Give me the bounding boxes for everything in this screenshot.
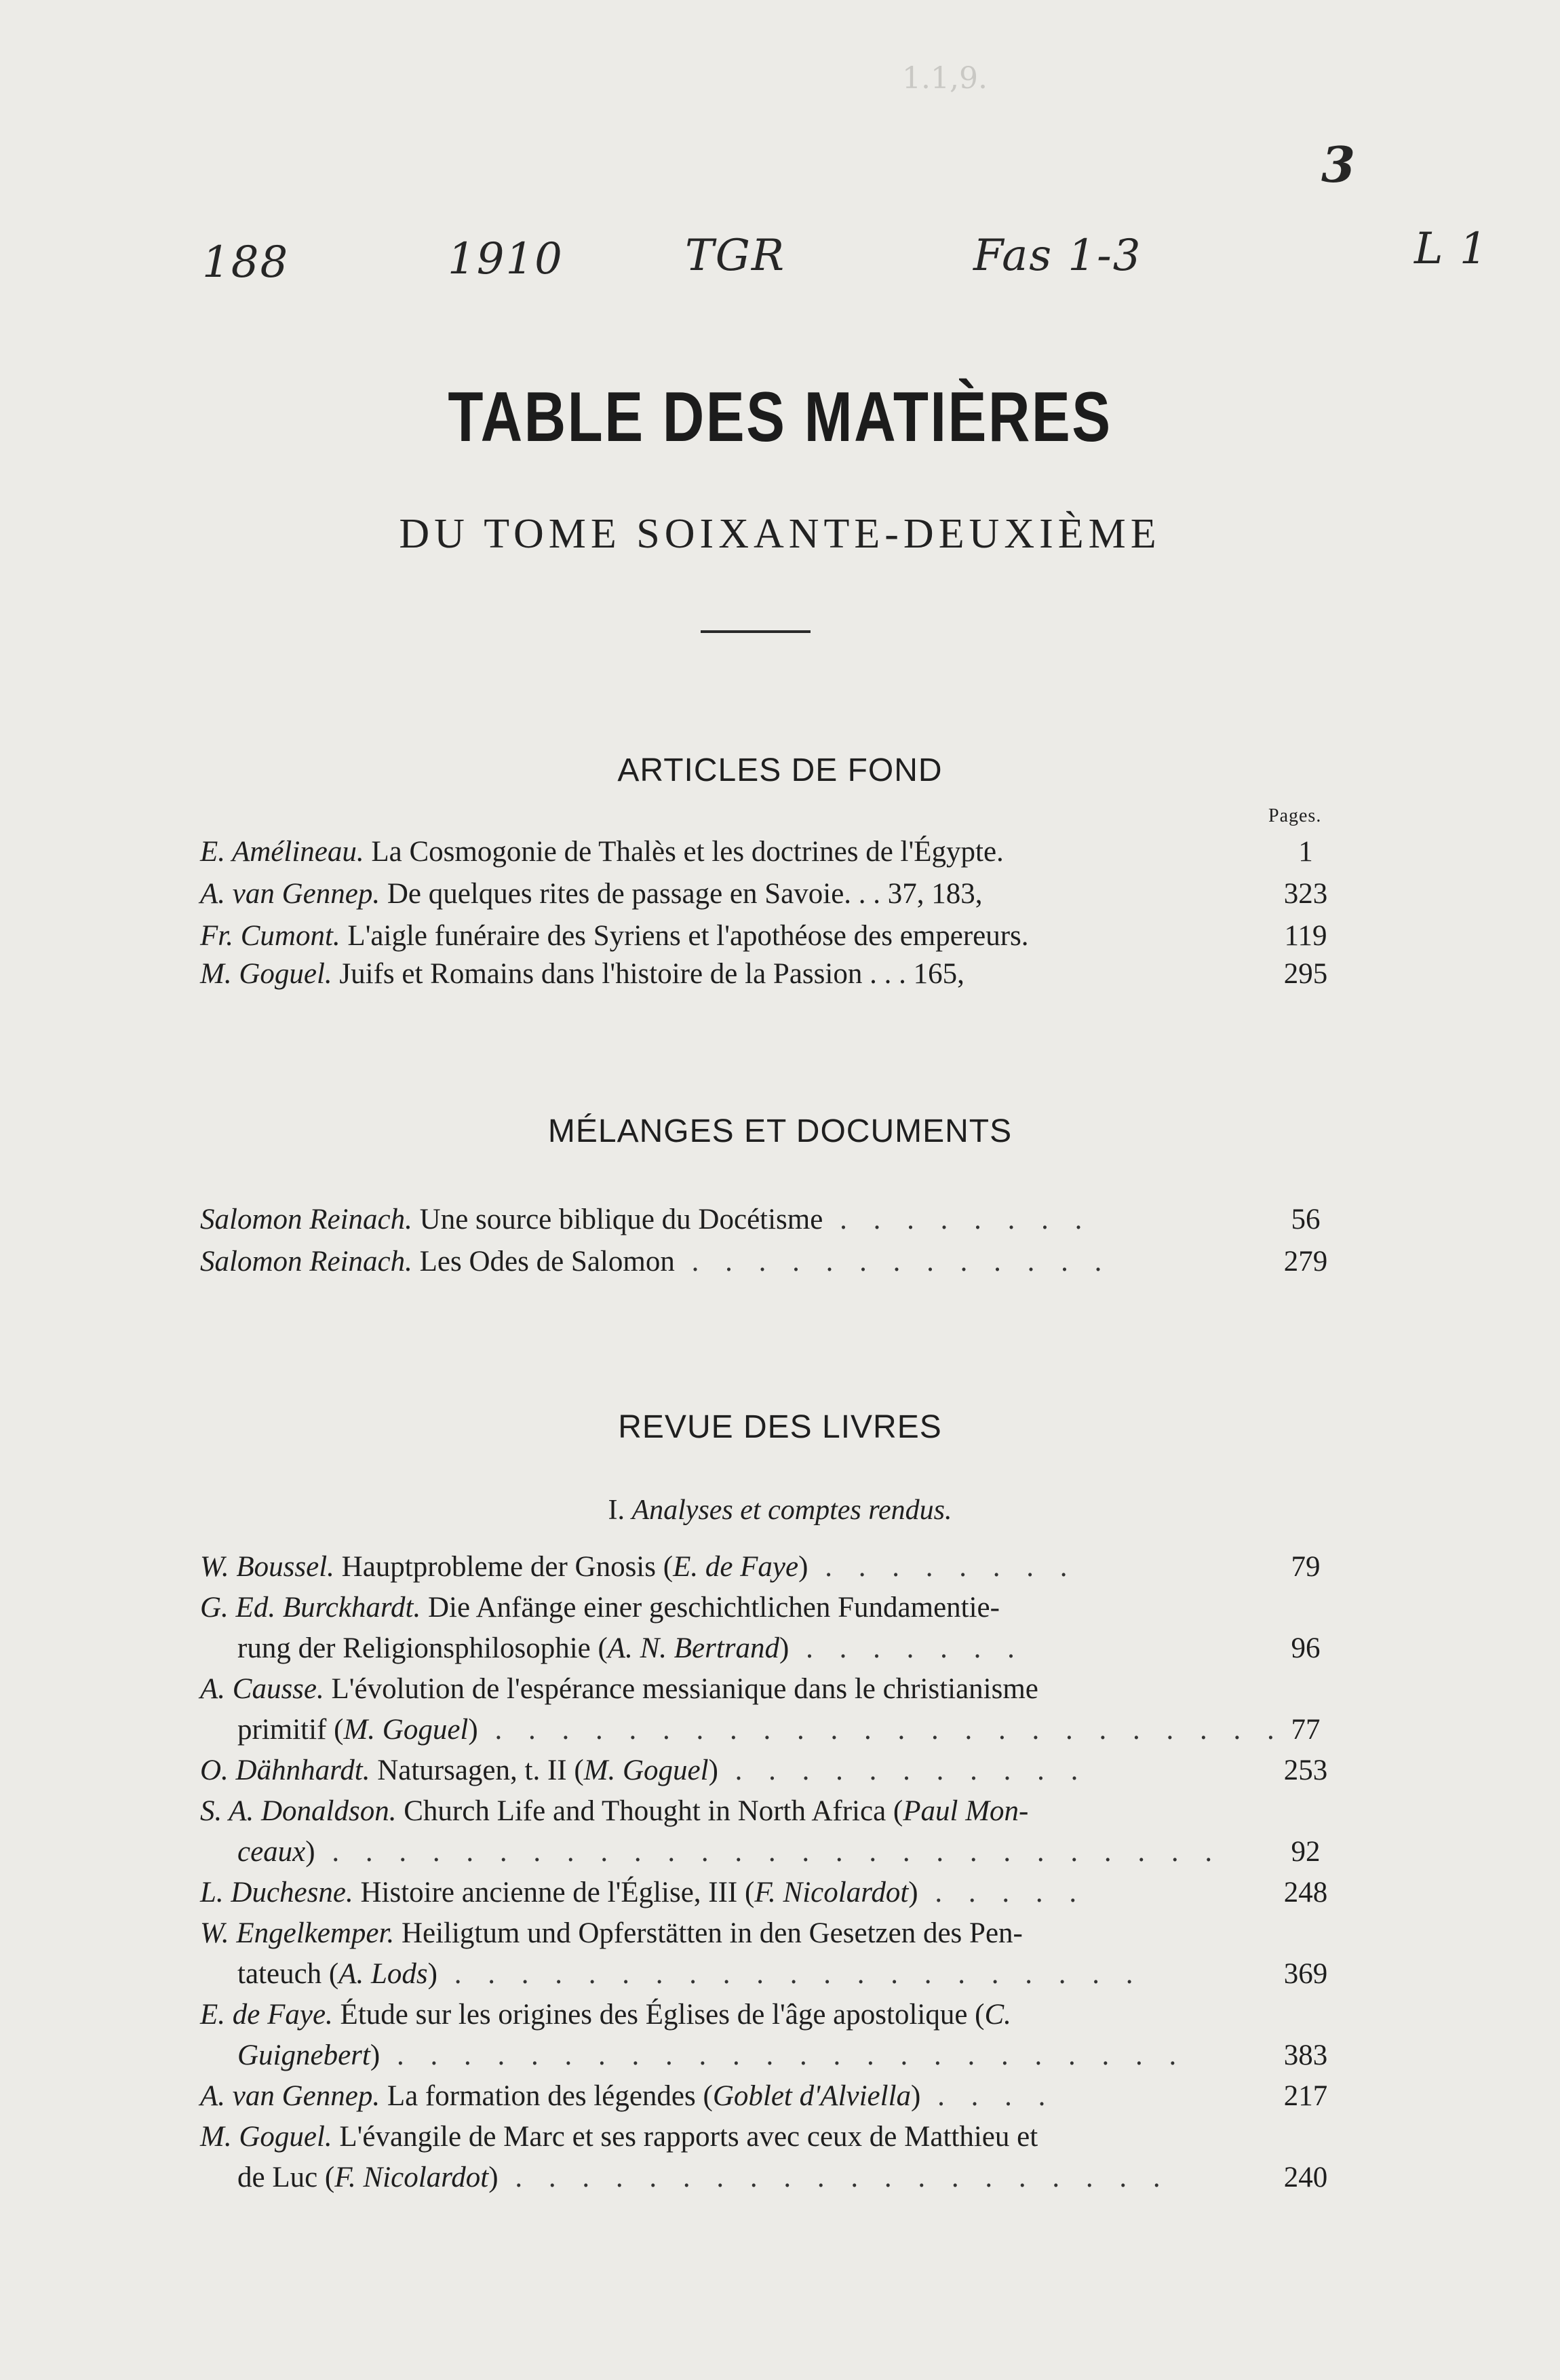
toc-entry: A. Causse. L'évolution de l'espérance messianique dans le christianisme primitif (M. Goguel) . . . . . . . . . . . . . . . . . . . . . . . . 77: [200, 1669, 1343, 1750]
page-title: TABLE DES MATIÈRES: [448, 378, 1112, 457]
page-number: 369: [1283, 1958, 1328, 1990]
toc-entry: M. Goguel. Juifs et Romains dans l'histoire de la Passion . . . 165, 295: [200, 954, 1343, 995]
toc-entry: L. Duchesne. Histoire ancienne de l'Église, III (F. Nicolardot) . . . . . 248: [200, 1873, 1343, 1913]
handwritten-page-mark: 3: [1321, 136, 1357, 193]
leader-dots: . . . . .: [918, 1877, 1087, 1908]
leader-dots: . . . . . . . . . . . . .: [674, 1246, 1112, 1278]
section-heading-revue: REVUE DES LIVRES: [618, 1409, 942, 1445]
page-number: 295: [1283, 958, 1328, 990]
leader-dots: . . . . . . . .: [808, 1551, 1077, 1583]
toc-entry: M. Goguel. L'évangile de Marc et ses rapports avec ceux de Matthieu et de Luc (F. Nicolardot) . . . . . . . . . . . . . . . . . . . . 240: [200, 2117, 1343, 2198]
handwritten-code: TGR: [685, 231, 785, 281]
toc-entry: E. de Faye. Étude sur les origines des Églises de l'âge apostolique (C. Guignebert) . . . . . . . . . . . . . . . . . . . . . . . . 383: [200, 1995, 1343, 2076]
leader-dots: . . . . . . . . . . . . . . . . . . . . .: [437, 1958, 1143, 1990]
handwritten-fascicle: Fas 1-3: [973, 231, 1142, 281]
page-number: 248: [1283, 1877, 1328, 1908]
page-number: 253: [1283, 1754, 1328, 1786]
page-number: 56: [1291, 1204, 1321, 1235]
section-heading-articles: ARTICLES DE FOND: [617, 752, 943, 788]
page-number: 77: [1291, 1714, 1321, 1746]
section-heading-melanges: MÉLANGES ET DOCUMENTS: [547, 1113, 1013, 1149]
leader-dots: . . . .: [920, 2080, 1055, 2112]
handwritten-year: 1910: [448, 234, 564, 284]
toc-entry: Salomon Reinach. Une source biblique du Docétisme . . . . . . . . 56: [200, 1199, 1343, 1240]
page-number: 1: [1298, 836, 1313, 868]
page-number: 383: [1283, 2039, 1328, 2071]
toc-entry: S. A. Donaldson. Church Life and Thought in North Africa (Paul Mon- ceaux) . . . . . . . . . . . . . . . . . . . . . . . . . . . 92: [200, 1791, 1343, 1873]
page-number: 217: [1283, 2080, 1328, 2112]
toc-entry: W. Boussel. Hauptprobleme der Gnosis (E. de Faye) . . . . . . . . 79: [200, 1547, 1343, 1588]
faint-mark: 1.1,9.: [902, 61, 988, 96]
toc-entry: Fr. Cumont. L'aigle funéraire des Syriens et l'apothéose des empereurs. 119: [200, 916, 1343, 957]
page-number: 92: [1291, 1836, 1321, 1868]
toc-entry: G. Ed. Burckhardt. Die Anfänge einer geschichtlichen Fundamentie- rung der Religionsphilosophie (A. N. Bertrand) . . . . . . . 96: [200, 1588, 1343, 1669]
leader-dots: . . . . . . . . . . .: [718, 1754, 1088, 1786]
subsection-heading: I. Analyses et comptes rendus.: [608, 1495, 952, 1526]
pages-column-label: Pages.: [1268, 805, 1322, 826]
toc-entry: E. Amélineau. La Cosmogonie de Thalès et les doctrines de l'Égypte. 1: [200, 832, 1343, 872]
page-number: 279: [1283, 1246, 1328, 1278]
toc-entry: Salomon Reinach. Les Odes de Salomon . . . . . . . . . . . . . 279: [200, 1242, 1343, 1282]
title-rule: [701, 630, 811, 633]
handwritten-number: 188: [202, 237, 290, 288]
leader-dots: . . . . . . .: [789, 1632, 1024, 1664]
handwritten-mark-right: L 1: [1414, 224, 1489, 274]
leader-dots: . . . . . . . . . . . . . . . . . . . .: [498, 2162, 1170, 2193]
leader-dots: . . . . . . . . . . . . . . . . . . . . . . . .: [380, 2039, 1186, 2071]
page-number: 96: [1291, 1632, 1321, 1664]
leader-dots: . . . . . . . . . . . . . . . . . . . . . . . .: [477, 1714, 1284, 1746]
page-subtitle: DU TOME SOIXANTE-DEUXIÈME: [399, 511, 1161, 557]
leader-dots: . . . . . . . . . . . . . . . . . . . . . . . . . . .: [315, 1836, 1222, 1868]
page-number: 119: [1284, 920, 1327, 952]
toc-entry: O. Dähnhardt. Natursagen, t. II (M. Goguel) . . . . . . . . . . . 253: [200, 1750, 1343, 1791]
page-number: 240: [1283, 2162, 1328, 2193]
toc-entry: A. van Gennep. De quelques rites de passage en Savoie. . . 37, 183, 323: [200, 874, 1343, 915]
page-number: 79: [1291, 1551, 1321, 1583]
page-number: 323: [1283, 878, 1328, 910]
leader-dots: . . . . . . . .: [823, 1204, 1092, 1235]
toc-entry: W. Engelkemper. Heiligtum und Opferstätten in den Gesetzen des Pen- tateuch (A. Lods) . . . . . . . . . . . . . . . . . . . . . 369: [200, 1913, 1343, 1995]
toc-entry: A. van Gennep. La formation des légendes (Goblet d'Alviella) . . . . 217: [200, 2076, 1343, 2117]
